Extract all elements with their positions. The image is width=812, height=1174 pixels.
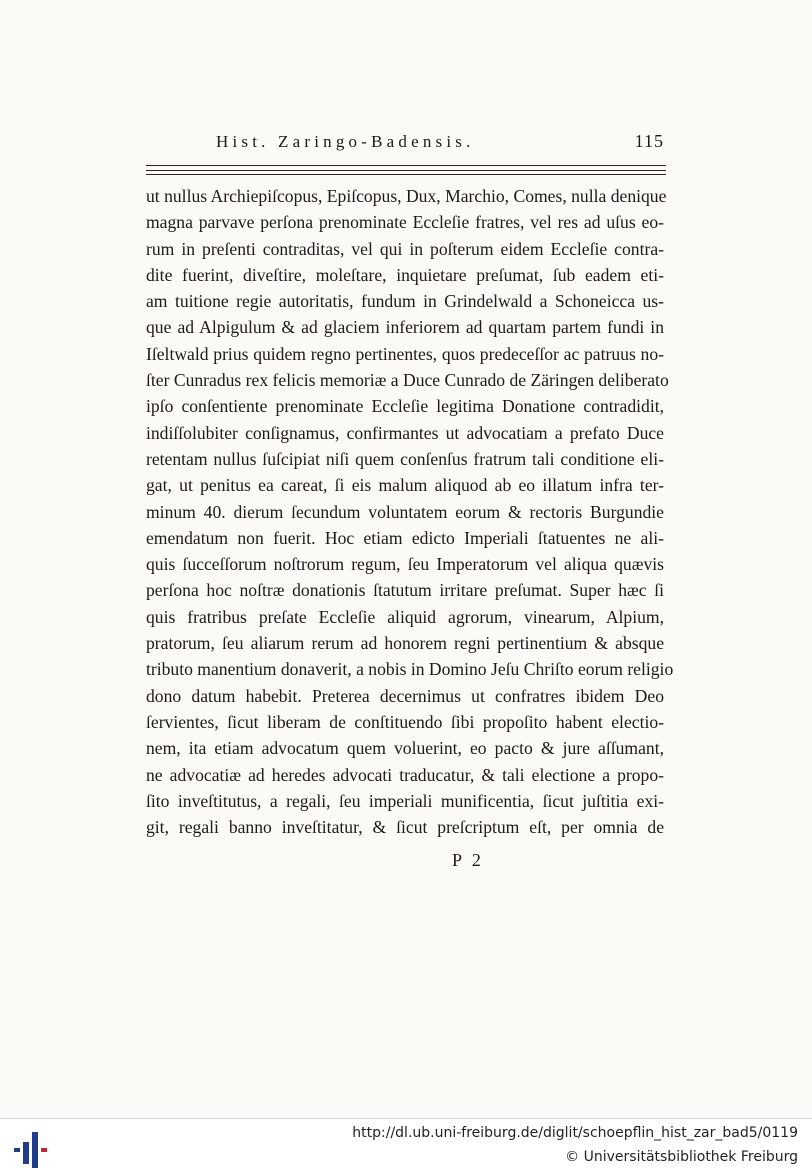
catchword: P 2 — [452, 850, 484, 870]
text-line: am tuitione regie autoritatis, fundum in Grindelwald a Schoneicca us- — [146, 291, 664, 312]
text-line: indiſſolubiter conſignamus, confirmantes ut advocatiam a prefato Duce — [146, 422, 664, 443]
text-line: git, regali banno inveſtitatur, & ſicut preſcriptum eſt, per omnia de — [146, 817, 664, 838]
header-rule — [146, 170, 666, 171]
running-title: Hist. Zaringo-Badensis. — [216, 132, 475, 151]
text-line: ipſo conſentiente prenominate Eccleſie legitima Donatione contradidit, — [146, 396, 664, 417]
text-line: Iſeltwald prius quidem regno pertinentes, quos predeceſſor ac patruus no- — [146, 343, 664, 364]
page-number: 115 — [634, 131, 664, 151]
text-line: rum in preſenti contraditas, vel qui in poſterum eidem Eccleſie contra- — [146, 238, 664, 259]
header-rule — [146, 174, 666, 175]
ub-freiburg-logo-icon — [12, 1124, 52, 1170]
text-line: dono datum habebit. Preterea decernimus ut confratres ibidem Deo — [146, 685, 664, 706]
text-line: ſito inveſtitutus, a regali, ſeu imperiali munificentia, ſicut juſtitia exi- — [146, 790, 664, 811]
text-line: perſona hoc noſtræ donationis ſtatutum irritare preſumat. Super hæc ſi — [146, 580, 664, 601]
text-line: gat, ut penitus ea careat, ſi eis malum aliquod ab eo illatum infra ter- — [146, 475, 664, 496]
text-line: minum 40. dierum ſecundum voluntatem eorum & rectoris Burgundie — [146, 501, 664, 522]
text-line: magna parvave perſona prenominate Eccleſie fratres, vel res ad uſus eo- — [146, 212, 664, 233]
copyright-notice: © Universitätsbibliothek Freiburg — [565, 1149, 798, 1165]
text-line: que ad Alpigulum & ad glaciem inferiorem ad quartam partem fundi in — [146, 317, 664, 338]
text-line: emendatum non fuerit. Hoc etiam edicto Imperiali ſtatuentes ne ali- — [146, 527, 664, 548]
text-line: pratorum, ſeu aliarum rerum ad honorem regni pertinentium & absque — [146, 633, 664, 654]
text-line: ut nullus Archiepiſcopus, Epiſcopus, Dux, Marchio, Comes, nulla denique — [146, 186, 667, 206]
running-head — [146, 130, 666, 160]
text-line: retentam nullus ſuſcipiat niſi quem conſenſus fratrum tali conditione eli- — [146, 448, 664, 469]
text-line: ne advocatiæ ad heredes advocati traducatur, & tali electione a propo- — [146, 764, 664, 785]
text-line: quis ſucceſſorum noſtrorum regum, ſeu Imperatorum vel aliqua quævis — [146, 554, 664, 575]
text-line: ſervientes, ſicut liberam de conſtituendo ſibi propoſito habent electio- — [146, 711, 664, 732]
document-url-link[interactable]: http://dl.ub.uni-freiburg.de/diglit/schoepflin_hist_zar_bad5/0119 — [352, 1125, 798, 1141]
viewer-footer — [0, 1118, 812, 1174]
text-line: nem, ita etiam advocatum quem voluerint, eo pacto & jure aſſumant, — [146, 738, 664, 759]
text-line: tributo manentium donaverit, a nobis in Domino Jeſu Chriſto eorum religio — [146, 659, 674, 680]
body-text — [146, 183, 674, 840]
text-line: ſter Cunradus rex felicis memoriæ a Duce Cunrado de Zäringen deliberato — [146, 370, 669, 391]
text-line: quis fratribus preſate Eccleſie aliquid agrorum, vinearum, Alpium, — [146, 606, 664, 627]
header-rule — [146, 165, 666, 166]
text-line: dite fuerint, diveſtire, moleſtare, inquietare preſumat, ſub eadem eti- — [146, 264, 664, 285]
